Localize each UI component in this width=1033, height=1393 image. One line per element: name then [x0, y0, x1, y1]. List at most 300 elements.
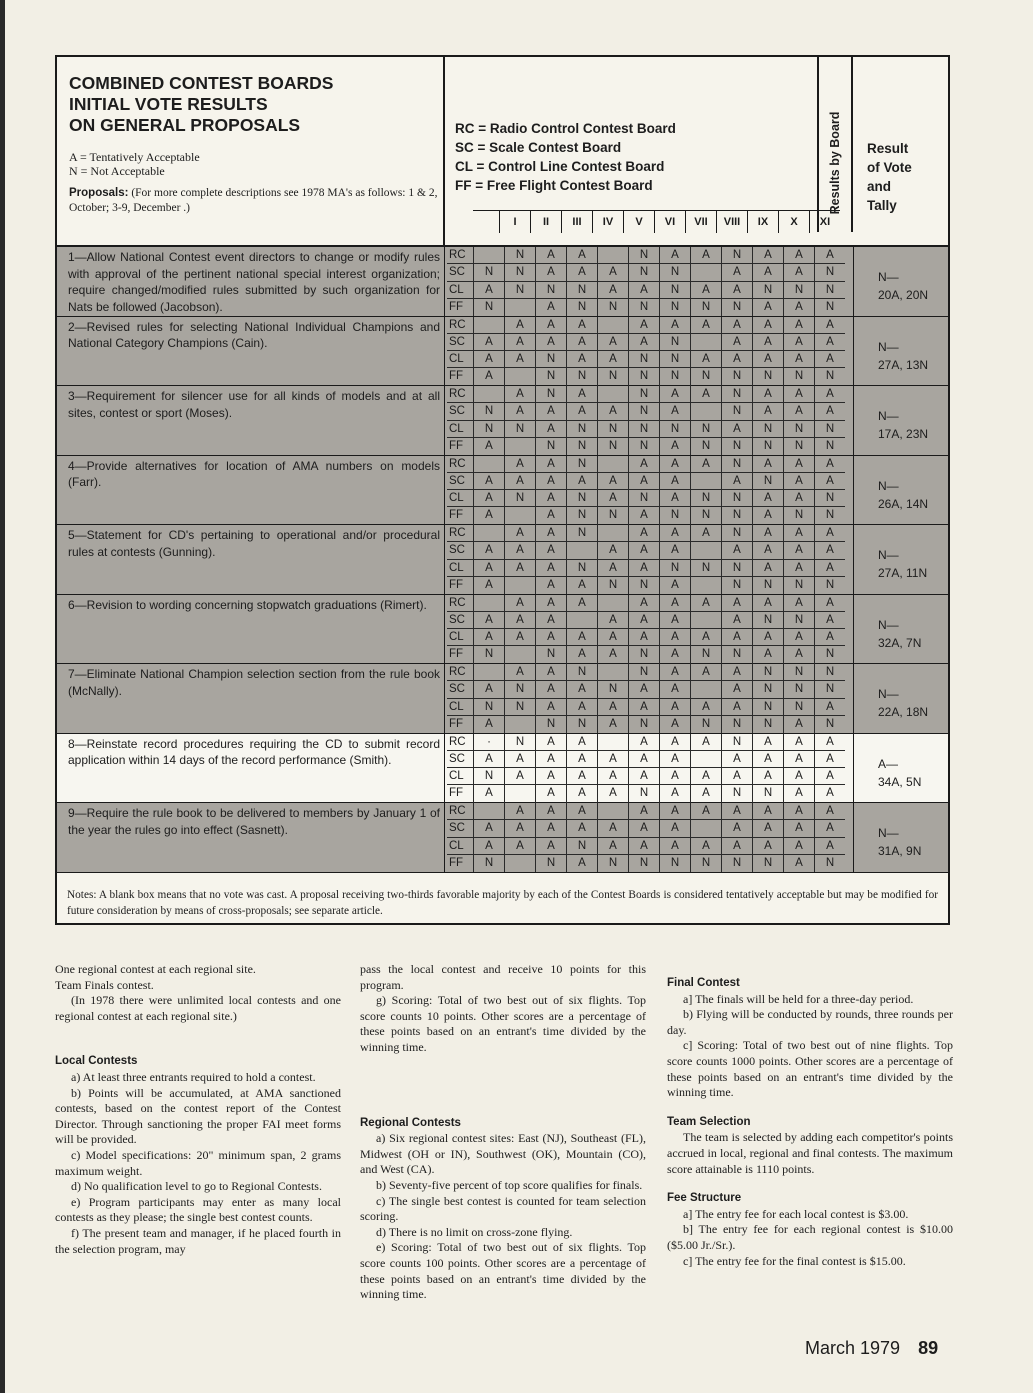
vote-cell [504, 368, 535, 385]
vote-cell [473, 664, 504, 680]
vote-cell [690, 577, 721, 594]
vote-cell: N [721, 560, 752, 576]
tally-count: 26A, 14N [878, 496, 929, 511]
vote-cell: A [659, 699, 690, 715]
vote-cell: A [659, 629, 690, 645]
vote-cell: A [814, 473, 845, 489]
vote-cell: A [628, 629, 659, 645]
vote-cell: A [504, 664, 535, 680]
vote-cell: N [752, 785, 783, 802]
vote-cell: N [597, 438, 628, 455]
vote-cell: A [721, 542, 752, 558]
vote-cell: A [566, 386, 597, 402]
result-tally [853, 386, 948, 455]
board-vote-row [447, 421, 845, 438]
vote-cell: A [504, 838, 535, 854]
column-header-ii: II [530, 211, 561, 233]
vote-cell: N [659, 560, 690, 576]
vote-cell: A [814, 595, 845, 611]
vote-cell: A [473, 577, 504, 594]
paragraph: a) At least three entrants required to hold a contest. [71, 1069, 316, 1084]
vote-cell: A [721, 421, 752, 437]
vote-cell: A [659, 803, 690, 819]
board-code: CL [449, 492, 464, 505]
proposal-row [57, 386, 948, 456]
vote-cell: A [597, 716, 628, 733]
vote-cell: A [597, 351, 628, 367]
board-code: CL [449, 422, 464, 435]
vote-cell: N [783, 612, 814, 628]
vote-cell: A [752, 317, 783, 333]
result-of-vote-header [853, 57, 948, 232]
vote-cell: A [814, 542, 845, 558]
vote-cell: A [473, 785, 504, 802]
board-code: FF [449, 439, 464, 452]
vote-grid [447, 595, 845, 664]
result-verdict: N— [878, 548, 899, 562]
vote-cell: N [597, 368, 628, 385]
board-code: CL [449, 700, 464, 713]
board-code: RC [449, 457, 466, 470]
vote-cell: A [535, 595, 566, 611]
vote-cell: A [659, 646, 690, 663]
vote-cell: N [504, 490, 535, 506]
vote-cell: N [752, 421, 783, 437]
vote-cell: A [504, 629, 535, 645]
title-line: COMBINED CONTEST BOARDS [69, 73, 334, 93]
vote-cell: A [535, 525, 566, 541]
paragraph: g) Scoring: Total of two best out of six flights. Top score counts 10 points. Other scores are a percentage of these points based on an entrant's time divided by the winning time. [360, 993, 646, 1054]
board-code: RC [449, 527, 466, 539]
vote-cell: A [504, 560, 535, 576]
vote-cell: A [504, 820, 535, 836]
vote-cell: A [535, 577, 566, 594]
tally-count: 32A, 7N [878, 635, 922, 650]
board-vote-row [447, 716, 845, 733]
vote-cell: N [473, 855, 504, 872]
vote-cell: A [721, 699, 752, 715]
vote-cell: A [473, 368, 504, 385]
article-column-1 [55, 962, 341, 1257]
vote-cell: N [628, 490, 659, 506]
vote-cell: A [752, 247, 783, 263]
paragraph: f) The present team and manager, if he placed fourth in the selection program, may [55, 1225, 341, 1256]
board-vote-row [447, 490, 845, 507]
vote-cell: A [690, 629, 721, 645]
vote-cell: A [721, 264, 752, 280]
vote-cell: A [473, 282, 504, 298]
vote-cell: A [659, 438, 690, 455]
board-code: FF [449, 370, 464, 383]
board-vote-row [447, 264, 845, 281]
vote-cell: A [783, 716, 814, 733]
vote-cell: A [566, 681, 597, 697]
column-header-v: V [623, 211, 654, 233]
vote-cell: N [721, 368, 752, 385]
vote-cell: N [690, 716, 721, 733]
vote-cell: A [566, 803, 597, 819]
vote-cell [690, 612, 721, 628]
result-tally [853, 456, 948, 525]
board-code: RC [449, 388, 466, 400]
vote-cell: A [597, 560, 628, 576]
vote-cell [504, 716, 535, 733]
vote-cell: N [628, 368, 659, 385]
vote-cell: A [628, 334, 659, 350]
vote-cell: N [473, 403, 504, 419]
vote-cell: N [814, 368, 845, 385]
vote-cell: A [473, 716, 504, 733]
vote-cell: A [752, 629, 783, 645]
vote-cell: A [535, 838, 566, 854]
board-code: SC [449, 474, 465, 487]
vote-cell [504, 855, 535, 872]
proposals-label: Proposals: [69, 187, 129, 199]
vote-cell: N [628, 646, 659, 663]
vote-cell [473, 525, 504, 541]
vote-cell: N [504, 734, 535, 750]
board-key-rc: RC = Radio Control Contest Board [455, 121, 676, 136]
vote-cell: N [473, 421, 504, 437]
vote-cell: N [752, 282, 783, 298]
vote-cell: N [628, 299, 659, 316]
result-verdict: N— [878, 339, 899, 354]
board-vote-row [447, 751, 845, 768]
vote-cell: A [535, 734, 566, 750]
vote-cell [597, 386, 628, 402]
vote-cell: A [535, 334, 566, 350]
vote-cell: A [783, 646, 814, 663]
vote-cell: A [535, 421, 566, 437]
vote-cell: A [566, 351, 597, 367]
result-tally [853, 247, 948, 316]
vote-cell: A [504, 456, 535, 472]
board-code: SC [449, 544, 465, 557]
vote-cell: A [690, 456, 721, 472]
vote-grid [447, 317, 845, 386]
board-vote-row [447, 646, 845, 663]
paragraph: b) Points will be accumulated, at AMA sanctioned contests, based on the contest report of the Contest Director. Through sanctioning the proper FAI meet forms will be provided. [55, 1085, 341, 1147]
vote-cell: A [566, 646, 597, 663]
board-vote-row [447, 317, 845, 334]
column-header-iv: IV [592, 211, 623, 233]
vote-cell: A [628, 612, 659, 628]
table-title-block [57, 57, 445, 247]
section-heading: Regional Contests [360, 1116, 461, 1129]
vote-cell: A [659, 681, 690, 697]
vote-cell: N [535, 646, 566, 663]
board-vote-row [447, 785, 845, 802]
paragraph: a] The finals will be held for a three-day period. [683, 991, 914, 1006]
vote-cell: A [690, 664, 721, 680]
column-header-ix: IX [747, 211, 778, 233]
vote-cell [504, 785, 535, 802]
vote-cell: A [535, 681, 566, 697]
vote-cell: A [535, 803, 566, 819]
vote-cell: N [690, 507, 721, 524]
vote-cell: A [814, 351, 845, 367]
vote-cell: A [597, 490, 628, 506]
page-number: 89 [918, 1338, 939, 1358]
vote-cell: N [597, 855, 628, 872]
vote-cell: N [597, 577, 628, 594]
vote-cell: N [814, 490, 845, 506]
vote-cell: A [659, 473, 690, 489]
board-key [447, 57, 817, 207]
vote-cell: A [721, 282, 752, 298]
vote-cell: A [752, 299, 783, 316]
vote-cell: N [783, 282, 814, 298]
vote-cell: N [535, 282, 566, 298]
vote-cell: N [721, 438, 752, 455]
vote-cell: N [721, 577, 752, 594]
vote-cell: A [597, 403, 628, 419]
proposal-text: 7—Eliminate National Champion selection section from the rule book (McNally). [57, 664, 445, 733]
vote-cell: A [783, 386, 814, 402]
vote-cell: A [783, 456, 814, 472]
vote-cell: A [783, 264, 814, 280]
vote-cell: N [814, 855, 845, 872]
vote-grid [447, 456, 845, 525]
vote-cell: A [597, 612, 628, 628]
vote-cell: N [783, 681, 814, 697]
vote-cell: A [690, 768, 721, 784]
vote-cell: A [535, 299, 566, 316]
vote-cell: A [721, 768, 752, 784]
vote-cell: A [690, 525, 721, 541]
vote-cell: N [783, 699, 814, 715]
vote-cell: N [814, 716, 845, 733]
vote-cell: A [566, 334, 597, 350]
vote-cell: N [752, 664, 783, 680]
vote-cell: A [721, 595, 752, 611]
vote-cell: N [628, 264, 659, 280]
vote-cell [597, 456, 628, 472]
page-footer [805, 1338, 938, 1359]
vote-cell: A [783, 560, 814, 576]
vote-cell: A [752, 403, 783, 419]
vote-cell: A [814, 403, 845, 419]
vote-cell: N [566, 560, 597, 576]
vote-cell: N [814, 421, 845, 437]
vote-cell: A [504, 542, 535, 558]
vote-cell: A [504, 317, 535, 333]
board-vote-row [447, 299, 845, 316]
board-code: SC [449, 752, 465, 765]
vote-cell: N [721, 507, 752, 524]
vote-cell: N [783, 368, 814, 385]
vote-cell: A [597, 646, 628, 663]
board-vote-row [447, 507, 845, 524]
result-verdict: N— [878, 617, 899, 632]
board-code: FF [449, 578, 464, 591]
board-vote-row [447, 438, 845, 455]
vote-cell: N [752, 473, 783, 489]
vote-cell: N [566, 421, 597, 437]
vote-cell: A [535, 542, 566, 558]
vote-cell: N [721, 734, 752, 750]
vote-cell: N [628, 351, 659, 367]
vote-cell [566, 542, 597, 558]
vote-cell: N [628, 247, 659, 263]
legend-a: A = Tentatively Acceptable [69, 150, 200, 164]
board-code: SC [449, 266, 465, 279]
vote-cell: N [690, 560, 721, 576]
vote-cell: A [628, 542, 659, 558]
vote-cell: A [628, 681, 659, 697]
board-code: CL [449, 839, 464, 852]
vote-cell: A [752, 490, 783, 506]
vote-cell: A [628, 838, 659, 854]
vote-cell: N [566, 368, 597, 385]
board-code: FF [449, 300, 464, 313]
vote-cell: A [597, 699, 628, 715]
result-tally [853, 734, 948, 803]
vote-grid [447, 386, 845, 455]
vote-cell: A [752, 542, 783, 558]
paragraph: Team Finals contest. [55, 977, 154, 992]
vote-cell: A [535, 247, 566, 263]
proposals-note [69, 186, 443, 216]
vote-cell: A [659, 490, 690, 506]
vote-cell: N [566, 438, 597, 455]
magazine-page [5, 0, 1033, 1393]
board-vote-row [447, 855, 845, 872]
vote-cell: N [752, 681, 783, 697]
vote-grid [447, 734, 845, 803]
vote-cell: A [628, 456, 659, 472]
vote-cell: A [814, 820, 845, 836]
vote-cell: A [752, 507, 783, 524]
title-line: INITIAL VOTE RESULTS [69, 94, 268, 114]
vote-cell: A [721, 803, 752, 819]
vote-cell [473, 595, 504, 611]
result-verdict: A— [878, 756, 899, 771]
vote-cell: A [566, 734, 597, 750]
vote-cell: A [504, 612, 535, 628]
result-tally [853, 803, 948, 872]
vote-cell: A [814, 629, 845, 645]
result-header-line: of Vote [867, 160, 912, 175]
vote-cell: A [628, 803, 659, 819]
vote-cell: A [783, 247, 814, 263]
vote-cell: N [504, 699, 535, 715]
vote-cell: A [814, 456, 845, 472]
vote-cell: A [566, 629, 597, 645]
vote-cell: N [783, 421, 814, 437]
vote-cell: A [473, 542, 504, 558]
paragraph: d) There is no limit on cross-zone flying. [376, 1224, 573, 1239]
result-tally [853, 595, 948, 664]
vote-cell: A [597, 473, 628, 489]
vote-cell: N [814, 507, 845, 524]
vote-cell: A [504, 351, 535, 367]
result-header-line: Result [867, 141, 909, 156]
vote-cell: N [535, 855, 566, 872]
section-heading: Team Selection [667, 1115, 751, 1128]
results-by-board-header [817, 57, 853, 232]
paragraph: b) Flying will be conducted by rounds, three rounds per day. [667, 1007, 953, 1037]
vote-cell: A [628, 525, 659, 541]
board-vote-row [447, 456, 845, 473]
result-verdict: N— [878, 270, 899, 284]
vote-cell: N [814, 577, 845, 594]
proposal-row [57, 317, 948, 387]
vote-cell: N [597, 681, 628, 697]
vote-cell: A [628, 282, 659, 298]
vote-cell [690, 751, 721, 767]
vote-cell: N [597, 507, 628, 524]
vote-cell: A [783, 785, 814, 802]
vote-cell: N [535, 386, 566, 402]
vote-cell [504, 646, 535, 663]
vote-cell: A [659, 317, 690, 333]
vote-cell [690, 820, 721, 836]
result-tally [853, 317, 948, 386]
vote-cell: A [628, 734, 659, 750]
vote-cell: A [535, 785, 566, 802]
vote-grid [447, 247, 845, 316]
vote-cell: N [566, 282, 597, 298]
vote-cell: A [597, 785, 628, 802]
vote-cell [690, 542, 721, 558]
result-header-line: and [867, 179, 892, 194]
vote-cell: A [814, 785, 845, 802]
vote-cell [473, 247, 504, 263]
vote-cell: N [814, 264, 845, 280]
vote-cell: N [752, 612, 783, 628]
vote-cell: N [628, 386, 659, 402]
vote-cell: N [721, 403, 752, 419]
vote-cell: N [628, 438, 659, 455]
vote-cell: A [752, 820, 783, 836]
vote-cell: A [814, 525, 845, 541]
vote-cell: A [783, 820, 814, 836]
vote-cell: A [659, 716, 690, 733]
vote-cell: A [690, 734, 721, 750]
proposal-row [57, 456, 948, 526]
vote-cell: N [752, 577, 783, 594]
vote-cell: A [535, 473, 566, 489]
paragraph: e) Program participants may enter as many local contests as they please; the single best contest counts. [55, 1194, 341, 1225]
vote-cell: A [535, 612, 566, 628]
vote-cell: A [473, 490, 504, 506]
paragraph: e) Scoring: Total of two best out of six flights. Top score counts 100 points. Other scores are a percentage of these points based on an entrant's time divided by the winning time. [360, 1240, 646, 1302]
board-vote-row [447, 612, 845, 629]
vote-cell: A [659, 525, 690, 541]
vote-cell: A [721, 317, 752, 333]
vote-cell: A [597, 629, 628, 645]
vote-cell: A [659, 403, 690, 419]
vote-cell: N [721, 646, 752, 663]
vote-cell: N [659, 282, 690, 298]
vote-results-table [55, 55, 950, 925]
vote-cell: A [597, 264, 628, 280]
vote-cell: A [690, 785, 721, 802]
board-code: CL [449, 770, 464, 783]
proposal-text: 6—Revision to wording concerning stopwatch graduations (Rimert). [57, 595, 445, 664]
board-code: RC [449, 596, 466, 609]
board-key-ff: FF = Free Flight Contest Board [455, 178, 653, 193]
vote-cell: N [597, 421, 628, 437]
vote-cell: A [628, 560, 659, 576]
vote-cell: A [690, 317, 721, 333]
vote-cell: A [535, 317, 566, 333]
vote-cell: N [566, 507, 597, 524]
vote-cell: N [690, 490, 721, 506]
board-code: SC [449, 683, 465, 696]
board-vote-row [447, 368, 845, 385]
